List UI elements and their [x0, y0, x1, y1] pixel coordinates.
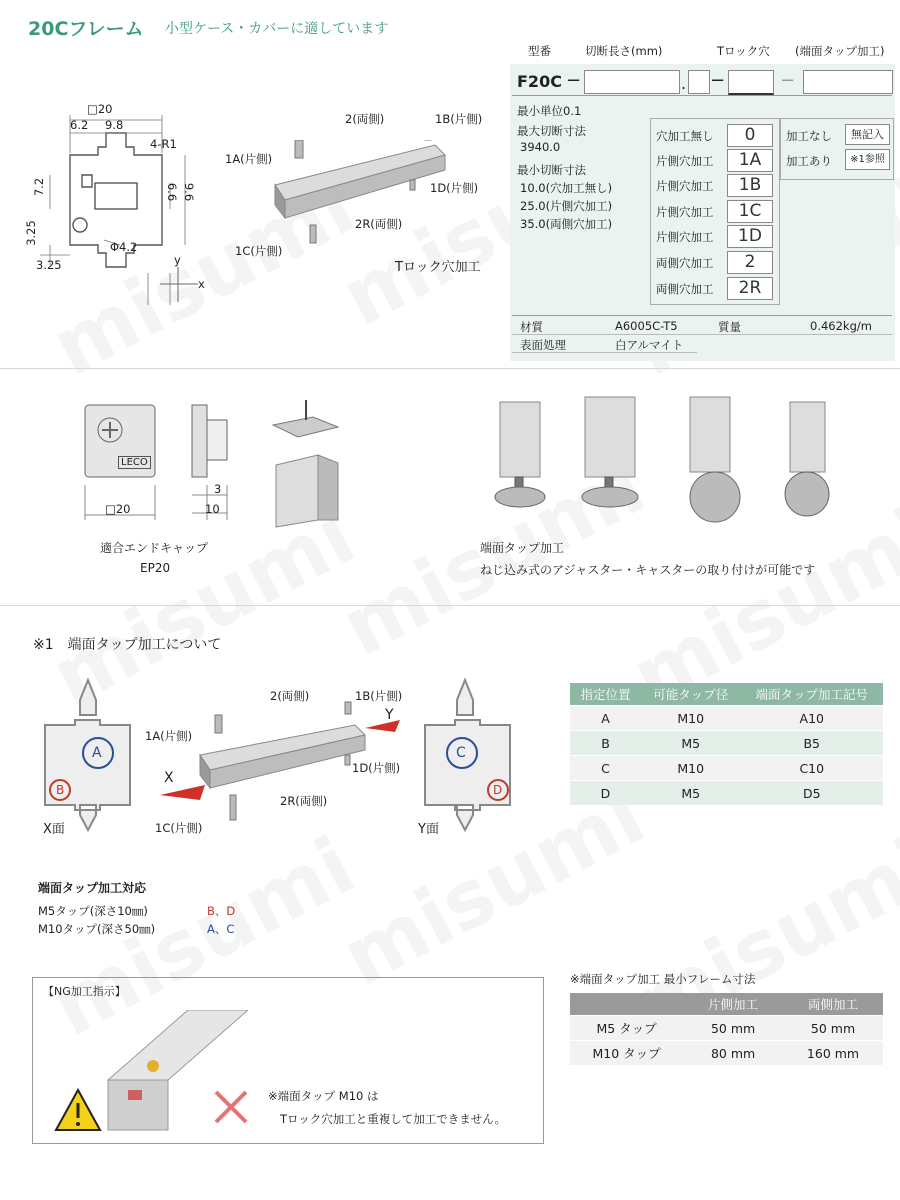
table-cell: M5	[641, 781, 741, 806]
ng-line-1: ※端面タップ M10 は	[268, 1089, 379, 1103]
endcap-caption-2: EP20	[140, 561, 171, 575]
label-1b: 1B(片側)	[435, 112, 483, 126]
table-cell: M5	[641, 731, 741, 756]
option-label-1a: 片側穴加工	[656, 154, 714, 168]
table-cell: M10	[641, 756, 741, 781]
ng-title: 【NG加工指示】	[43, 985, 126, 998]
endcap-assembly-drawing	[268, 395, 343, 530]
tap-option-label-none: 加工なし	[786, 129, 832, 143]
table-cell: A10	[741, 706, 883, 731]
dim-6-2: 6.2	[70, 118, 89, 132]
dim-3-25-vertical: 3.25	[23, 220, 38, 246]
label-1c: 1C(片側)	[235, 244, 283, 258]
table-cell: D	[570, 781, 641, 806]
table-row	[570, 756, 883, 781]
table-cell: 50 mm	[783, 1016, 883, 1041]
label-1d: 1D(片側)	[430, 181, 479, 195]
column-header-blank	[570, 993, 683, 1016]
label-2: 2(両側)	[345, 112, 385, 126]
option-label-1d: 片側穴加工	[656, 230, 714, 244]
dim-phi: Φ4.2	[110, 240, 138, 254]
endtap-input[interactable]	[803, 70, 893, 94]
table-cell: D5	[741, 781, 883, 806]
x-face-label: X面	[43, 822, 65, 837]
min-frame-title: ※端面タップ加工 最小フレーム寸法	[570, 972, 756, 986]
min-cut-label: 最小切断寸法	[517, 163, 586, 177]
part-code: F20C	[517, 72, 562, 91]
endtap-caption-1: 端面タップ加工	[480, 541, 565, 555]
table-row	[570, 731, 883, 756]
endcap-dim-10: 10	[205, 502, 220, 516]
adjuster-caster-drawing	[485, 392, 855, 532]
endcap-logo: LECO	[118, 456, 151, 469]
max-cut-label: 最大切断寸法	[517, 124, 586, 138]
axis-x-label: x	[198, 277, 205, 291]
tap-option-code-yes[interactable]: ※1参照	[845, 149, 890, 170]
page-subtitle: 小型ケース・カバーに適しています	[165, 21, 389, 37]
tap-label-2r: 2R(両側)	[280, 794, 328, 808]
material-label: 材質	[520, 320, 543, 334]
tlock-input[interactable]	[728, 70, 774, 95]
tap-support-m10-value: A、C	[207, 922, 235, 936]
material-rule-mid	[512, 334, 892, 335]
position-b: B	[56, 783, 65, 797]
option-code-1d[interactable]: 1D	[727, 225, 773, 248]
option-code-2r[interactable]: 2R	[727, 277, 773, 300]
tap-label-2: 2(両側)	[270, 689, 310, 703]
dim-width: □20	[87, 102, 113, 116]
tap-support-m5-value: B、D	[207, 904, 236, 918]
dash-3: −	[780, 70, 796, 91]
dim-7-2: 7.2	[32, 177, 47, 197]
option-label-2r: 両側穴加工	[656, 282, 714, 296]
option-label-1b: 片側穴加工	[656, 179, 714, 193]
table-cell: A	[570, 706, 641, 731]
surface-value: 白アルマイト	[615, 338, 684, 352]
dim-6-6: 6.6	[165, 182, 180, 202]
position-d: D	[493, 783, 503, 797]
max-cut-value: 3940.0	[520, 140, 561, 154]
dim-r1: 4-R1	[150, 137, 177, 151]
x-axis-label: X	[164, 770, 174, 786]
min-cut-value-3: 35.0(両側穴加工)	[520, 217, 613, 231]
table-row	[570, 1041, 883, 1066]
position-c: C	[456, 745, 466, 761]
tap-position-table	[570, 683, 883, 805]
column-header-diameter: 可能タップ径	[641, 683, 741, 706]
column-header-position: 指定位置	[570, 683, 641, 706]
dash-2: −	[710, 70, 726, 91]
option-code-1b[interactable]: 1B	[727, 174, 773, 197]
label-2r: 2R(両側)	[355, 217, 403, 231]
table-cell: M5 タップ	[570, 1016, 683, 1041]
section-divider	[0, 605, 900, 606]
mass-label: 質量	[718, 320, 741, 334]
option-label-1c: 片側穴加工	[656, 205, 714, 219]
dim-3-25-horizontal: 3.25	[36, 258, 62, 272]
mass-value: 0.462kg/m	[810, 319, 872, 333]
table-row	[570, 781, 883, 806]
option-code-1a[interactable]: 1A	[727, 149, 773, 172]
material-value: A6005C-T5	[615, 319, 678, 333]
tap-label-1b: 1B(片側)	[355, 689, 403, 703]
min-unit: 最小単位0.1	[517, 104, 582, 118]
table-cell: M10 タップ	[570, 1041, 683, 1066]
endcap-dim-3: 3	[214, 482, 222, 496]
tap-support-m10-label: M10タップ(深さ50㎜)	[38, 922, 156, 936]
header-tlock: Tロック穴	[717, 44, 770, 58]
surface-label: 表面処理	[520, 338, 566, 352]
option-code-0[interactable]: 0	[727, 124, 773, 147]
tap-option-code-none[interactable]: 無記入	[845, 124, 890, 145]
table-cell: C	[570, 756, 641, 781]
column-header-code: 端面タップ加工記号	[741, 683, 883, 706]
dash-1: −	[566, 70, 582, 91]
table-cell: 50 mm	[683, 1016, 783, 1041]
page-title: 20Cフレーム	[28, 18, 144, 40]
position-a: A	[92, 745, 102, 761]
decimal-dot: .	[681, 74, 687, 93]
length-input[interactable]	[584, 70, 680, 94]
table-header-row	[570, 683, 883, 706]
frame-caption: Tロック穴加工	[395, 260, 481, 275]
label-1a: 1A(片側)	[225, 152, 273, 166]
table-row	[570, 1016, 883, 1041]
note1-title: ※1 端面タップ加工について	[33, 637, 222, 653]
table-cell: M10	[641, 706, 741, 731]
ng-drawing	[48, 1010, 278, 1135]
material-rule-bottom	[512, 352, 697, 353]
tap-support-title: 端面タップ加工対応	[38, 881, 147, 895]
min-cut-value-2: 25.0(片側穴加工)	[520, 199, 613, 213]
endcap-caption-1: 適合エンドキャップ	[100, 541, 209, 555]
table-cell: 160 mm	[783, 1041, 883, 1066]
option-code-1c[interactable]: 1C	[727, 200, 773, 223]
y-axis-label: Y	[385, 707, 394, 723]
y-face-label: Y面	[418, 822, 439, 837]
axis-y-label: y	[174, 253, 181, 267]
column-header-one-side: 片側加工	[683, 993, 783, 1016]
dim-9-8: 9.8	[105, 118, 124, 132]
header-rule	[512, 95, 892, 96]
endcap-dim-width: □20	[105, 502, 131, 516]
code-table-header	[510, 38, 895, 64]
tap-label-1c: 1C(片側)	[155, 821, 203, 835]
table-header-row	[570, 993, 883, 1016]
ng-line-2: Tロック穴加工と重複して加工できません。	[280, 1112, 506, 1126]
header-length: 切断長さ(mm)	[585, 44, 663, 58]
tap-option-label-yes: 加工あり	[786, 154, 832, 168]
table-cell: 80 mm	[683, 1041, 783, 1066]
material-rule-top	[512, 315, 892, 316]
tap-support-m5-label: M5タップ(深さ10㎜)	[38, 904, 148, 918]
table-cell: B	[570, 731, 641, 756]
option-label-2: 両側穴加工	[656, 256, 714, 270]
endtap-caption-2: ねじ込み式のアジャスター・キャスターの取り付けが可能です	[480, 563, 816, 577]
option-label-0: 穴加工無し	[656, 129, 714, 143]
tap-label-1a: 1A(片側)	[145, 729, 193, 743]
option-code-2[interactable]: 2	[727, 251, 773, 274]
min-cut-value-1: 10.0(穴加工無し)	[520, 181, 613, 195]
length-decimal-input[interactable]	[688, 70, 710, 94]
header-type: 型番	[528, 44, 551, 58]
min-frame-table	[570, 993, 883, 1065]
dim-9-6: 9.6	[182, 182, 197, 202]
section-divider	[0, 368, 900, 369]
table-cell: B5	[741, 731, 883, 756]
column-header-both-sides: 両側加工	[783, 993, 883, 1016]
table-row	[570, 706, 883, 731]
tap-label-1d: 1D(片側)	[352, 761, 401, 775]
header-endtap: (端面タップ加工)	[795, 44, 885, 58]
table-cell: C10	[741, 756, 883, 781]
